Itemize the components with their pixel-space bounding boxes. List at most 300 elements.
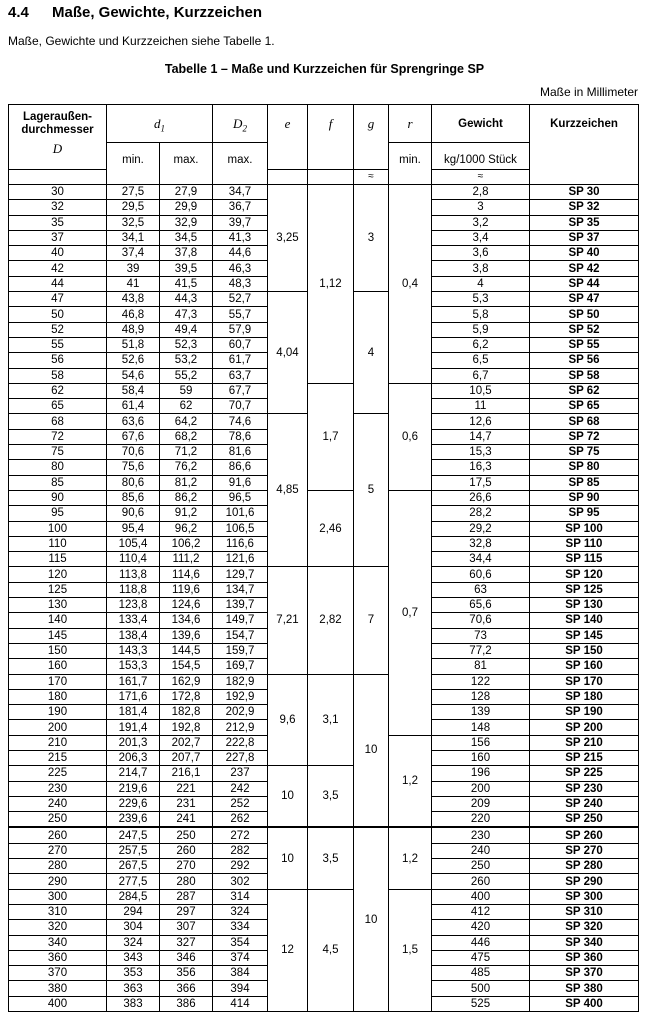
D2-max-cell: 159,7 xyxy=(213,643,268,658)
gewicht-cell: 28,2 xyxy=(432,506,530,521)
d1-min-cell: 206,3 xyxy=(107,750,160,765)
lagerdurchmesser-cell: 52 xyxy=(9,322,107,337)
header-g xyxy=(354,105,389,170)
gewicht-cell: 14,7 xyxy=(432,429,530,444)
lagerdurchmesser-cell: 75 xyxy=(9,445,107,460)
kurzzeichen-cell: SP 32 xyxy=(530,200,639,215)
table-row xyxy=(9,567,639,582)
e-value-cell: 10 xyxy=(268,827,308,889)
d1-max-cell: 119,6 xyxy=(160,582,213,597)
d1-min-cell: 41 xyxy=(107,276,160,291)
d1-min-cell: 95,4 xyxy=(107,521,160,536)
gewicht-cell: 122 xyxy=(432,674,530,689)
f-value-cell: 2,82 xyxy=(308,567,354,674)
d1-max-cell: 47,3 xyxy=(160,307,213,322)
d1-max-cell: 62 xyxy=(160,399,213,414)
header-gewicht xyxy=(432,105,530,143)
d1-max-cell: 231 xyxy=(160,796,213,811)
lagerdurchmesser-cell: 400 xyxy=(9,996,107,1011)
d1-min-cell: 39 xyxy=(107,261,160,276)
kurzzeichen-cell: SP 65 xyxy=(530,399,639,414)
D2-max-cell: 96,5 xyxy=(213,490,268,505)
kurzzeichen-cell: SP 280 xyxy=(530,859,639,874)
header-d1-min xyxy=(107,143,160,185)
header-d1-max xyxy=(160,143,213,185)
d1-min-cell: 37,4 xyxy=(107,246,160,261)
lagerdurchmesser-cell: 58 xyxy=(9,368,107,383)
header-d1-symbol: d xyxy=(154,116,161,131)
gewicht-cell: 128 xyxy=(432,689,530,704)
d1-max-cell: 270 xyxy=(160,859,213,874)
d1-max-cell: 96,2 xyxy=(160,521,213,536)
lagerdurchmesser-cell: 32 xyxy=(9,200,107,215)
d1-max-cell: 91,2 xyxy=(160,506,213,521)
d1-max-cell: 250 xyxy=(160,827,213,843)
d1-min-cell: 34,1 xyxy=(107,230,160,245)
D2-max-cell: 60,7 xyxy=(213,337,268,352)
gewicht-cell: 77,2 xyxy=(432,643,530,658)
d1-max-cell: 124,6 xyxy=(160,598,213,613)
header-gewicht-label: Gewicht xyxy=(458,118,503,130)
gewicht-cell: 3,6 xyxy=(432,246,530,261)
kurzzeichen-cell: SP 240 xyxy=(530,796,639,811)
kurzzeichen-cell: SP 35 xyxy=(530,215,639,230)
lagerdurchmesser-cell: 55 xyxy=(9,337,107,352)
r-value-cell: 1,2 xyxy=(389,735,432,827)
table-body xyxy=(9,185,639,1012)
gewicht-cell: 230 xyxy=(432,827,530,843)
d1-max-cell: 386 xyxy=(160,996,213,1011)
header-d1-subscript: 1 xyxy=(160,123,165,134)
kurzzeichen-cell: SP 340 xyxy=(530,935,639,950)
gewicht-cell: 485 xyxy=(432,966,530,981)
header-D2 xyxy=(213,105,268,143)
d1-max-cell: 86,2 xyxy=(160,490,213,505)
lagerdurchmesser-cell: 380 xyxy=(9,981,107,996)
table-row xyxy=(9,674,639,689)
lagerdurchmesser-cell: 250 xyxy=(9,812,107,828)
D2-max-cell: 237 xyxy=(213,766,268,781)
d1-min-cell: 383 xyxy=(107,996,160,1011)
kurzzeichen-cell: SP 215 xyxy=(530,750,639,765)
lagerdurchmesser-cell: 260 xyxy=(9,827,107,843)
d1-max-cell: 182,8 xyxy=(160,705,213,720)
D2-max-cell: 154,7 xyxy=(213,628,268,643)
d1-min-cell: 29,5 xyxy=(107,200,160,215)
D2-max-cell: 374 xyxy=(213,950,268,965)
d1-min-cell: 32,5 xyxy=(107,215,160,230)
D2-max-cell: 67,7 xyxy=(213,383,268,398)
kurzzeichen-cell: SP 180 xyxy=(530,689,639,704)
gewicht-cell: 6,5 xyxy=(432,353,530,368)
kurzzeichen-cell: SP 58 xyxy=(530,368,639,383)
lagerdurchmesser-cell: 215 xyxy=(9,750,107,765)
d1-min-cell: 70,6 xyxy=(107,445,160,460)
kurzzeichen-cell: SP 270 xyxy=(530,843,639,858)
lagerdurchmesser-cell: 40 xyxy=(9,246,107,261)
d1-min-cell: 52,6 xyxy=(107,353,160,368)
section-number: 4.4 xyxy=(8,4,29,21)
d1-min-cell: 353 xyxy=(107,966,160,981)
kurzzeichen-cell: SP 380 xyxy=(530,981,639,996)
lagerdurchmesser-cell: 125 xyxy=(9,582,107,597)
d1-max-cell: 216,1 xyxy=(160,766,213,781)
lagerdurchmesser-cell: 115 xyxy=(9,552,107,567)
d1-max-cell: 106,2 xyxy=(160,536,213,551)
d1-max-cell: 162,9 xyxy=(160,674,213,689)
d1-min-cell: 43,8 xyxy=(107,292,160,307)
kurzzeichen-cell: SP 56 xyxy=(530,353,639,368)
D2-max-cell: 106,5 xyxy=(213,521,268,536)
gewicht-cell: 475 xyxy=(432,950,530,965)
lagerdurchmesser-cell: 370 xyxy=(9,966,107,981)
gewicht-cell: 209 xyxy=(432,796,530,811)
d1-max-cell: 29,9 xyxy=(160,200,213,215)
kurzzeichen-cell: SP 250 xyxy=(530,812,639,828)
D2-max-cell: 314 xyxy=(213,889,268,904)
gewicht-cell: 160 xyxy=(432,750,530,765)
kurzzeichen-cell: SP 150 xyxy=(530,643,639,658)
kurzzeichen-cell: SP 210 xyxy=(530,735,639,750)
D2-max-cell: 227,8 xyxy=(213,750,268,765)
d1-min-cell: 46,8 xyxy=(107,307,160,322)
header-e xyxy=(268,105,308,170)
header-D2-max xyxy=(213,143,268,185)
lagerdurchmesser-cell: 290 xyxy=(9,874,107,889)
kurzzeichen-cell: SP 52 xyxy=(530,322,639,337)
lagerdurchmesser-cell: 180 xyxy=(9,689,107,704)
gewicht-cell: 500 xyxy=(432,981,530,996)
d1-max-cell: 59 xyxy=(160,383,213,398)
lagerdurchmesser-cell: 47 xyxy=(9,292,107,307)
D2-max-cell: 55,7 xyxy=(213,307,268,322)
d1-max-cell: 356 xyxy=(160,966,213,981)
lagerdurchmesser-cell: 145 xyxy=(9,628,107,643)
gewicht-cell: 16,3 xyxy=(432,460,530,475)
lagerdurchmesser-cell: 90 xyxy=(9,490,107,505)
lagerdurchmesser-cell: 30 xyxy=(9,185,107,200)
d1-max-cell: 41,5 xyxy=(160,276,213,291)
d1-min-cell: 257,5 xyxy=(107,843,160,858)
d1-max-cell: 81,2 xyxy=(160,475,213,490)
D2-max-cell: 292 xyxy=(213,859,268,874)
d1-min-cell: 67,6 xyxy=(107,429,160,444)
D2-max-cell: 354 xyxy=(213,935,268,950)
d1-min-cell: 181,4 xyxy=(107,705,160,720)
d1-max-cell: 297 xyxy=(160,904,213,919)
header-kurzzeichen xyxy=(530,105,639,185)
lagerdurchmesser-cell: 280 xyxy=(9,859,107,874)
d1-max-cell: 172,8 xyxy=(160,689,213,704)
d1-min-cell: 363 xyxy=(107,981,160,996)
D2-max-cell: 39,7 xyxy=(213,215,268,230)
lagerdurchmesser-cell: 65 xyxy=(9,399,107,414)
section-title: Maße, Gewichte, Kurzzeichen xyxy=(52,4,263,21)
kurzzeichen-cell: SP 42 xyxy=(530,261,639,276)
kurzzeichen-cell: SP 200 xyxy=(530,720,639,735)
header-D2-subscript: 2 xyxy=(242,123,247,134)
D2-max-cell: 182,9 xyxy=(213,674,268,689)
D2-max-cell: 334 xyxy=(213,920,268,935)
header-gewicht-unit-label: kg/1000 Stück xyxy=(444,154,517,166)
gewicht-cell: 5,8 xyxy=(432,307,530,322)
d1-max-cell: 307 xyxy=(160,920,213,935)
kurzzeichen-cell: SP 80 xyxy=(530,460,639,475)
D2-max-cell: 169,7 xyxy=(213,659,268,674)
D2-max-cell: 134,7 xyxy=(213,582,268,597)
d1-min-cell: 153,3 xyxy=(107,659,160,674)
r-value-cell: 0,4 xyxy=(389,185,432,384)
d1-max-cell: 37,8 xyxy=(160,246,213,261)
gewicht-cell: 3,4 xyxy=(432,230,530,245)
d1-max-cell: 49,4 xyxy=(160,322,213,337)
header-e-approx-blank xyxy=(268,170,308,185)
D2-max-cell: 414 xyxy=(213,996,268,1011)
d1-max-cell: 202,7 xyxy=(160,735,213,750)
lagerdurchmesser-cell: 80 xyxy=(9,460,107,475)
d1-min-cell: 48,9 xyxy=(107,322,160,337)
kurzzeichen-cell: SP 320 xyxy=(530,920,639,935)
d1-max-cell: 241 xyxy=(160,812,213,828)
gewicht-cell: 34,4 xyxy=(432,552,530,567)
kurzzeichen-cell: SP 75 xyxy=(530,445,639,460)
d1-min-cell: 90,6 xyxy=(107,506,160,521)
d1-max-cell: 32,9 xyxy=(160,215,213,230)
d1-max-cell: 287 xyxy=(160,889,213,904)
d1-min-cell: 110,4 xyxy=(107,552,160,567)
kurzzeichen-cell: SP 300 xyxy=(530,889,639,904)
D2-max-cell: 36,7 xyxy=(213,200,268,215)
d1-min-cell: 58,4 xyxy=(107,383,160,398)
D2-max-cell: 63,7 xyxy=(213,368,268,383)
d1-max-cell: 154,5 xyxy=(160,659,213,674)
D2-max-cell: 222,8 xyxy=(213,735,268,750)
gewicht-cell: 73 xyxy=(432,628,530,643)
d1-min-cell: 75,6 xyxy=(107,460,160,475)
d1-max-cell: 144,5 xyxy=(160,643,213,658)
gewicht-cell: 81 xyxy=(432,659,530,674)
d1-min-cell: 201,3 xyxy=(107,735,160,750)
kurzzeichen-cell: SP 72 xyxy=(530,429,639,444)
kurzzeichen-cell: SP 190 xyxy=(530,705,639,720)
gewicht-cell: 6,7 xyxy=(432,368,530,383)
g-value-cell: 10 xyxy=(354,674,389,827)
d1-min-cell: 229,6 xyxy=(107,796,160,811)
gewicht-cell: 60,6 xyxy=(432,567,530,582)
gewicht-cell: 2,8 xyxy=(432,185,530,200)
header-g-approx-symbol: ≈ xyxy=(368,171,374,182)
d1-max-cell: 39,5 xyxy=(160,261,213,276)
g-value-cell: 7 xyxy=(354,567,389,674)
d1-min-cell: 27,5 xyxy=(107,185,160,200)
header-lagerdurchmesser xyxy=(9,105,107,170)
lagerdurchmesser-cell: 340 xyxy=(9,935,107,950)
d1-min-cell: 284,5 xyxy=(107,889,160,904)
kurzzeichen-cell: SP 225 xyxy=(530,766,639,781)
d1-min-cell: 61,4 xyxy=(107,399,160,414)
lagerdurchmesser-cell: 240 xyxy=(9,796,107,811)
d1-min-cell: 214,7 xyxy=(107,766,160,781)
D2-max-cell: 302 xyxy=(213,874,268,889)
d1-min-cell: 80,6 xyxy=(107,475,160,490)
g-value-cell: 4 xyxy=(354,292,389,414)
D2-max-cell: 139,7 xyxy=(213,598,268,613)
d1-max-cell: 139,6 xyxy=(160,628,213,643)
d1-min-cell: 219,6 xyxy=(107,781,160,796)
d1-min-cell: 113,8 xyxy=(107,567,160,582)
header-d1 xyxy=(107,105,213,143)
kurzzeichen-cell: SP 120 xyxy=(530,567,639,582)
d1-min-cell: 171,6 xyxy=(107,689,160,704)
d1-min-cell: 54,6 xyxy=(107,368,160,383)
D2-max-cell: 34,7 xyxy=(213,185,268,200)
lagerdurchmesser-cell: 200 xyxy=(9,720,107,735)
g-value-cell: 5 xyxy=(354,414,389,567)
kurzzeichen-cell: SP 55 xyxy=(530,337,639,352)
D2-max-cell: 101,6 xyxy=(213,506,268,521)
d1-min-cell: 277,5 xyxy=(107,874,160,889)
D2-max-cell: 86,6 xyxy=(213,460,268,475)
gewicht-cell: 17,5 xyxy=(432,475,530,490)
header-g-approx xyxy=(354,170,389,185)
D2-max-cell: 52,7 xyxy=(213,292,268,307)
gewicht-cell: 26,6 xyxy=(432,490,530,505)
gewicht-cell: 446 xyxy=(432,935,530,950)
d1-max-cell: 192,8 xyxy=(160,720,213,735)
r-value-cell: 0,6 xyxy=(389,383,432,490)
lagerdurchmesser-cell: 225 xyxy=(9,766,107,781)
D2-max-cell: 44,6 xyxy=(213,246,268,261)
gewicht-cell: 5,9 xyxy=(432,322,530,337)
d1-min-cell: 294 xyxy=(107,904,160,919)
header-r xyxy=(389,105,432,143)
d1-max-cell: 27,9 xyxy=(160,185,213,200)
d1-max-cell: 207,7 xyxy=(160,750,213,765)
d1-max-cell: 68,2 xyxy=(160,429,213,444)
gewicht-cell: 220 xyxy=(432,812,530,828)
header-f xyxy=(308,105,354,170)
lagerdurchmesser-cell: 130 xyxy=(9,598,107,613)
lagerdurchmesser-cell: 95 xyxy=(9,506,107,521)
f-value-cell: 3,5 xyxy=(308,766,354,828)
d1-min-cell: 105,4 xyxy=(107,536,160,551)
lagerdurchmesser-cell: 300 xyxy=(9,889,107,904)
d1-min-cell: 63,6 xyxy=(107,414,160,429)
gewicht-cell: 139 xyxy=(432,705,530,720)
D2-max-cell: 272 xyxy=(213,827,268,843)
gewicht-cell: 3,2 xyxy=(432,215,530,230)
d1-min-cell: 247,5 xyxy=(107,827,160,843)
f-value-cell: 1,7 xyxy=(308,383,354,490)
g-value-cell: 3 xyxy=(354,185,389,292)
e-value-cell: 7,21 xyxy=(268,567,308,674)
d1-min-cell: 138,4 xyxy=(107,628,160,643)
table-row xyxy=(9,185,639,200)
d1-max-cell: 52,3 xyxy=(160,337,213,352)
lagerdurchmesser-cell: 310 xyxy=(9,904,107,919)
header-D2-symbol: D xyxy=(233,116,243,131)
d1-max-cell: 76,2 xyxy=(160,460,213,475)
D2-max-cell: 46,3 xyxy=(213,261,268,276)
lagerdurchmesser-cell: 210 xyxy=(9,735,107,750)
lagerdurchmesser-cell: 62 xyxy=(9,383,107,398)
d1-min-cell: 324 xyxy=(107,935,160,950)
table-row xyxy=(9,766,639,781)
D2-max-cell: 192,9 xyxy=(213,689,268,704)
gewicht-cell: 3 xyxy=(432,200,530,215)
d1-max-cell: 260 xyxy=(160,843,213,858)
gewicht-cell: 10,5 xyxy=(432,383,530,398)
D2-max-cell: 252 xyxy=(213,796,268,811)
d1-min-cell: 304 xyxy=(107,920,160,935)
gewicht-cell: 32,8 xyxy=(432,536,530,551)
kurzzeichen-cell: SP 160 xyxy=(530,659,639,674)
D2-max-cell: 129,7 xyxy=(213,567,268,582)
lagerdurchmesser-cell: 190 xyxy=(9,705,107,720)
d1-min-cell: 239,6 xyxy=(107,812,160,828)
kurzzeichen-cell: SP 230 xyxy=(530,781,639,796)
gewicht-cell: 250 xyxy=(432,859,530,874)
e-value-cell: 4,85 xyxy=(268,414,308,567)
kurzzeichen-cell: SP 125 xyxy=(530,582,639,597)
kurzzeichen-cell: SP 170 xyxy=(530,674,639,689)
D2-max-cell: 262 xyxy=(213,812,268,828)
d1-max-cell: 64,2 xyxy=(160,414,213,429)
table-row xyxy=(9,383,639,398)
lagerdurchmesser-cell: 150 xyxy=(9,643,107,658)
section-heading xyxy=(8,4,262,21)
d1-max-cell: 111,2 xyxy=(160,552,213,567)
table-row xyxy=(9,490,639,505)
intro-text: Maße, Gewichte und Kurzzeichen siehe Tabelle 1. xyxy=(8,34,275,48)
kurzzeichen-cell: SP 140 xyxy=(530,613,639,628)
kurzzeichen-cell: SP 50 xyxy=(530,307,639,322)
D2-max-cell: 324 xyxy=(213,904,268,919)
gewicht-cell: 70,6 xyxy=(432,613,530,628)
d1-max-cell: 114,6 xyxy=(160,567,213,582)
D2-max-cell: 202,9 xyxy=(213,705,268,720)
header-gewicht-unit xyxy=(432,143,530,170)
kurzzeichen-cell: SP 47 xyxy=(530,292,639,307)
d1-max-cell: 134,6 xyxy=(160,613,213,628)
d1-max-cell: 280 xyxy=(160,874,213,889)
D2-max-cell: 57,9 xyxy=(213,322,268,337)
lagerdurchmesser-cell: 120 xyxy=(9,567,107,582)
D2-max-cell: 41,3 xyxy=(213,230,268,245)
gewicht-cell: 29,2 xyxy=(432,521,530,536)
header-gewicht-approx xyxy=(432,170,530,185)
d1-max-cell: 44,3 xyxy=(160,292,213,307)
d1-min-cell: 118,8 xyxy=(107,582,160,597)
table-row xyxy=(9,827,639,843)
gewicht-cell: 148 xyxy=(432,720,530,735)
e-value-cell: 3,25 xyxy=(268,185,308,292)
D2-max-cell: 394 xyxy=(213,981,268,996)
gewicht-cell: 11 xyxy=(432,399,530,414)
d1-max-cell: 346 xyxy=(160,950,213,965)
d1-min-cell: 343 xyxy=(107,950,160,965)
kurzzeichen-cell: SP 370 xyxy=(530,966,639,981)
gewicht-cell: 63 xyxy=(432,582,530,597)
r-value-cell: 1,2 xyxy=(389,827,432,889)
gewicht-cell: 65,6 xyxy=(432,598,530,613)
header-e-symbol: e xyxy=(284,116,291,131)
D2-max-cell: 384 xyxy=(213,966,268,981)
D2-max-cell: 116,6 xyxy=(213,536,268,551)
kurzzeichen-cell: SP 95 xyxy=(530,506,639,521)
d1-min-cell: 161,7 xyxy=(107,674,160,689)
kurzzeichen-cell: SP 400 xyxy=(530,996,639,1011)
